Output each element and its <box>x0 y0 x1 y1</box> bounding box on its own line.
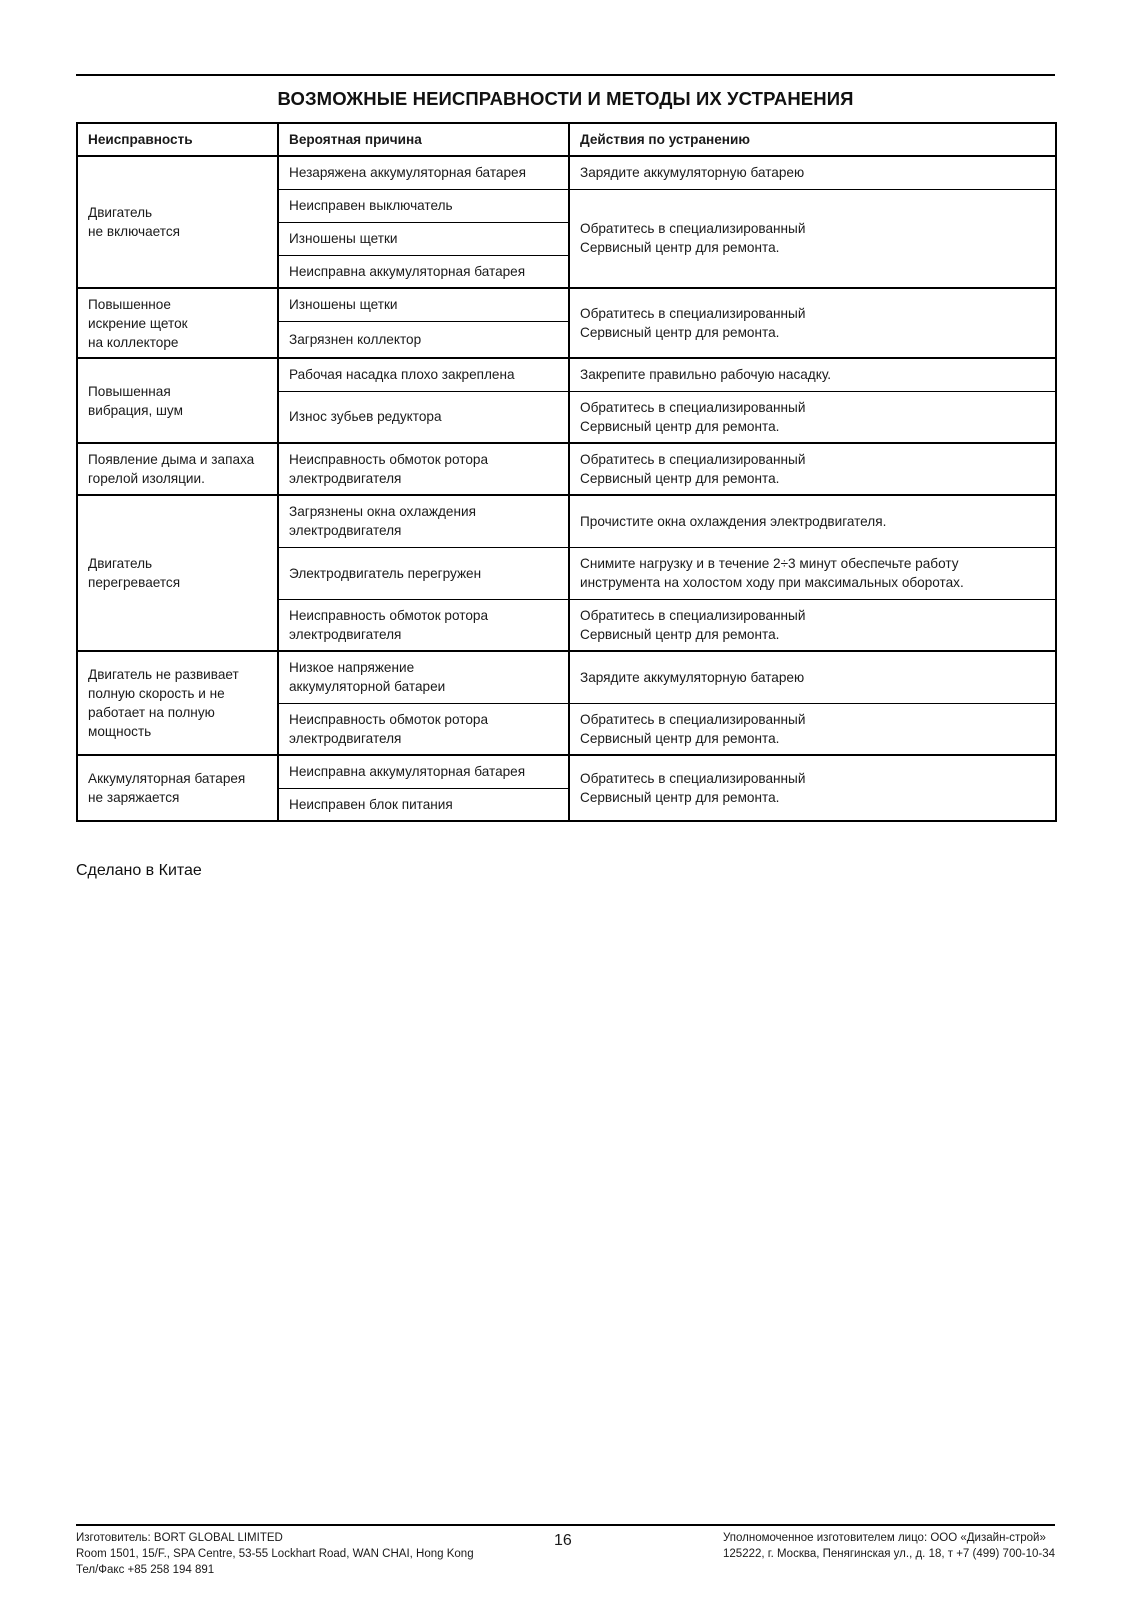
cause-cell: Электродвигатель перегружен <box>278 547 569 599</box>
cause-cell: Неисправен выключатель <box>278 189 569 222</box>
cause-cell: Незаряжена аккумуляторная батарея <box>278 156 569 189</box>
header-action: Действия по устранению <box>569 123 1056 156</box>
footer-rule <box>76 1524 1055 1526</box>
action-cell: Зарядите аккумуляторную батарею <box>569 651 1056 703</box>
manufacturer-line: Room 1501, 15/F., SPA Centre, 53-55 Lockhart Road, WAN CHAI, Hong Kong <box>76 1548 474 1560</box>
representative-line: Уполномоченное изготовителем лицо: ООО «Дизайн-строй» <box>723 1532 1046 1544</box>
action-cell: Обратитесь в специализированный Сервисный центр для ремонта. <box>569 443 1056 495</box>
cause-cell: Загрязнен коллектор <box>278 321 569 358</box>
action-cell: Обратитесь в специализированный Сервисный центр для ремонта. <box>569 391 1056 443</box>
top-rule <box>76 74 1055 76</box>
cause-cell: Неисправность обмоток ротора электродвигателя <box>278 703 569 755</box>
cause-cell: Изношены щетки <box>278 222 569 255</box>
cause-cell: Загрязнены окна охлаждения электродвигателя <box>278 495 569 547</box>
header-fault: Неисправность <box>77 123 278 156</box>
action-cell: Снимите нагрузку и в течение 2÷3 минут обеспечьте работу инструмента на холостом ходу при максимальных оборотах. <box>569 547 1056 599</box>
troubleshooting-table <box>76 122 1057 822</box>
action-cell: Закрепите правильно рабочую насадку. <box>569 358 1056 391</box>
table-row <box>77 651 1056 703</box>
fault-cell: Двигатель не развивает полную скорость и не работает на полную мощность <box>77 651 278 755</box>
cause-cell: Неисправность обмоток ротора электродвигателя <box>278 443 569 495</box>
fault-cell: Двигатель не включается <box>77 156 278 288</box>
table-header-row <box>77 123 1056 156</box>
table-row <box>77 288 1056 321</box>
manufacturer-line: Изготовитель: BORT GLOBAL LIMITED <box>76 1532 283 1544</box>
fault-cell: Двигатель перегревается <box>77 495 278 651</box>
action-cell: Обратитесь в специализированный Сервисный центр для ремонта. <box>569 703 1056 755</box>
table-row <box>77 495 1056 547</box>
action-cell: Обратитесь в специализированный Сервисный центр для ремонта. <box>569 755 1056 821</box>
fault-cell: Повышенное искрение щеток на коллекторе <box>77 288 278 358</box>
action-cell: Зарядите аккумуляторную батарею <box>569 156 1056 189</box>
cause-cell: Износ зубьев редуктора <box>278 391 569 443</box>
table-row <box>77 358 1056 391</box>
representative-line: 125222, г. Москва, Пенягинская ул., д. 18, т +7 (499) 700-10-34 <box>723 1548 1055 1560</box>
cause-cell: Низкое напряжение аккумуляторной батареи <box>278 651 569 703</box>
representative-info <box>723 1530 1055 1562</box>
action-cell: Прочистите окна охлаждения электродвигателя. <box>569 495 1056 547</box>
fault-cell: Аккумуляторная батарея не заряжается <box>77 755 278 821</box>
table-row <box>77 755 1056 788</box>
cause-cell: Рабочая насадка плохо закреплена <box>278 358 569 391</box>
page-number: 16 <box>554 1532 572 1549</box>
cause-cell: Неисправна аккумуляторная батарея <box>278 255 569 288</box>
made-in-label: Сделано в Китае <box>76 862 202 879</box>
cause-cell: Неисправность обмоток ротора электродвигателя <box>278 599 569 651</box>
manufacturer-info <box>76 1530 474 1578</box>
fault-cell: Повышенная вибрация, шум <box>77 358 278 443</box>
action-cell: Обратитесь в специализированный Сервисный центр для ремонта. <box>569 599 1056 651</box>
cause-cell: Неисправна аккумуляторная батарея <box>278 755 569 788</box>
table-row <box>77 443 1056 495</box>
cause-cell: Неисправен блок питания <box>278 788 569 821</box>
page-title: ВОЗМОЖНЫЕ НЕИСПРАВНОСТИ И МЕТОДЫ ИХ УСТРАНЕНИЯ <box>277 88 854 109</box>
action-cell: Обратитесь в специализированный Сервисный центр для ремонта. <box>569 288 1056 358</box>
header-cause: Вероятная причина <box>278 123 569 156</box>
cause-cell: Изношены щетки <box>278 288 569 321</box>
manufacturer-line: Тел/Факс +85 258 194 891 <box>76 1564 215 1576</box>
action-cell: Обратитесь в специализированный Сервисный центр для ремонта. <box>569 189 1056 288</box>
fault-cell: Появление дыма и запаха горелой изоляции. <box>77 443 278 495</box>
table-row <box>77 156 1056 189</box>
